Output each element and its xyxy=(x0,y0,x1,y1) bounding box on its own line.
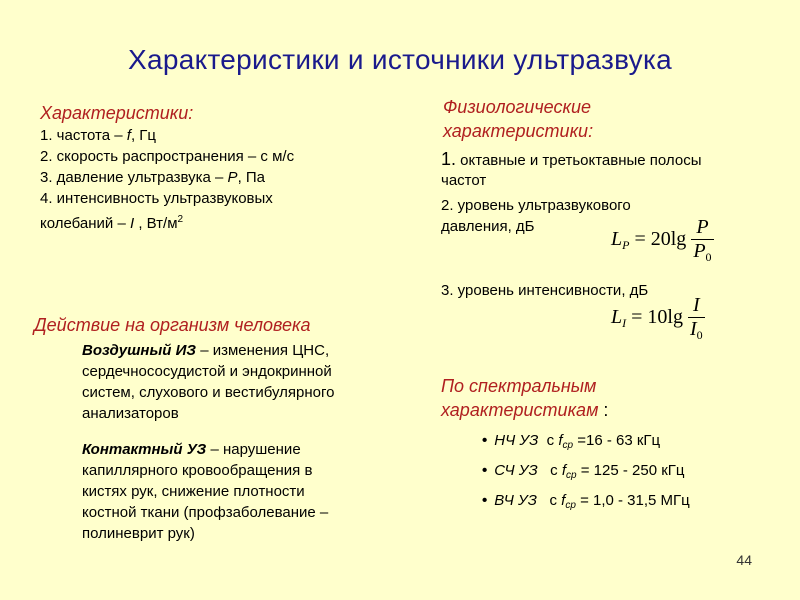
characteristics-block xyxy=(40,101,390,234)
action-heading: Действие на организм человека xyxy=(34,315,311,335)
physiological-item-2: 2. уровень ультразвукового давления, дБ xyxy=(441,197,631,235)
slide-title: Характеристики и источники ультразвука xyxy=(128,44,672,75)
spectral-heading: По спектральным характеристикам : xyxy=(441,376,609,420)
air-ultrasound-title: Воздушный ИЗ xyxy=(82,342,197,359)
characteristics-heading: Характеристики: xyxy=(40,103,194,123)
physiological-item-3: 3. уровень интенсивности, дБ xyxy=(441,282,649,299)
list-item: 2. скорость распространения – с м/с xyxy=(40,148,295,165)
list-item: колебаний – I , $Вт/м^2$ xyxy=(40,214,184,232)
characteristics-list xyxy=(40,125,390,234)
air-ultrasound-block: Воздушный ИЗ – изменения ЦНС, сердечнососудистой и эндокринной систем, слухового и вестибулярного анализаторов xyxy=(82,342,335,422)
page-number: 44 xyxy=(736,552,752,568)
list-item: • СЧ УЗ с $f_{ср} = 125 - 250$ кГц xyxy=(482,458,690,488)
intensity-level-formula: $L_I = 10\lg$ $\frac{I}{I_0}$ xyxy=(611,294,703,342)
contact-ultrasound-block: Контактный УЗ – нарушение капиллярного кровообращения в кистях рук, снижение плотности костной ткани (профзаболевание – полиневрит рук) xyxy=(82,441,329,542)
physiological-heading: Физиологические характеристики: xyxy=(443,97,594,141)
physiological-item-1: 1. октавные и третьоктавные полосы частот xyxy=(441,149,702,189)
spectral-list xyxy=(482,428,690,518)
list-item: 1. частота – f, Гц xyxy=(40,127,157,144)
pressure-level-formula: $L_P = 20\lg$ $\frac{P}{P_0}$ xyxy=(611,216,712,264)
list-item: • НЧ УЗ с $f_{ср} =16 - 63$ кГц xyxy=(482,428,690,458)
list-item: 3. давление ультразвука – P, Па xyxy=(40,169,266,186)
contact-ultrasound-title: Контактный УЗ xyxy=(82,441,207,458)
list-item: • ВЧ УЗ с $f_{ср} = 1,0 - 31,5$ МГц xyxy=(482,488,690,518)
list-item: 4. интенсивность ультразвуковых xyxy=(40,190,273,207)
